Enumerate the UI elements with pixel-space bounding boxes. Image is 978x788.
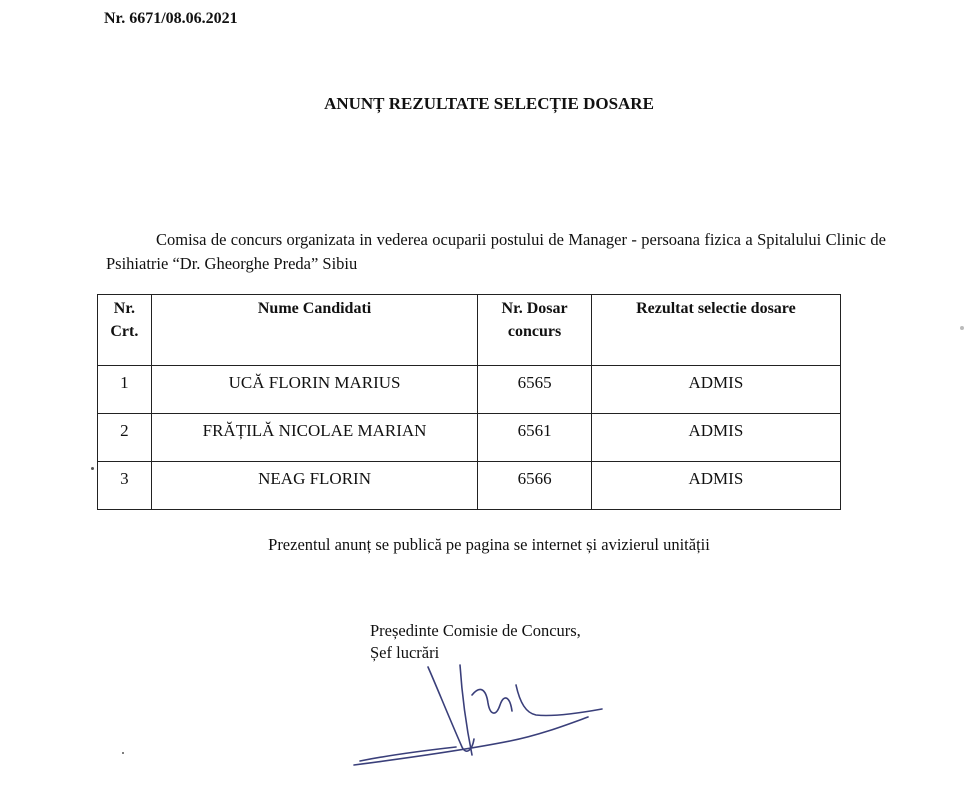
cell-dosar: 6565 bbox=[478, 366, 591, 414]
cell-nr: 2 bbox=[98, 414, 152, 462]
cell-result: ADMIS bbox=[591, 414, 840, 462]
cell-name: UCĂ FLORIN MARIUS bbox=[151, 366, 478, 414]
header-nr-line1: Nr. bbox=[113, 300, 135, 317]
scan-speck bbox=[91, 467, 94, 470]
table-header-row bbox=[98, 295, 841, 366]
signer-title: Șef lucrări bbox=[370, 643, 440, 662]
header-dosar-line2: concurs bbox=[507, 323, 562, 340]
handwritten-signature bbox=[340, 655, 620, 775]
header-result: Rezultat selectie dosare bbox=[591, 295, 840, 366]
cell-nr: 1 bbox=[98, 366, 152, 414]
cell-dosar: 6566 bbox=[478, 462, 591, 510]
cell-name: NEAG FLORIN bbox=[151, 462, 478, 510]
document-number: Nr. 6671/08.06.2021 bbox=[104, 10, 238, 27]
header-nr-line2: Crt. bbox=[110, 323, 139, 340]
cell-result: ADMIS bbox=[591, 462, 840, 510]
table-row bbox=[98, 414, 841, 462]
footer-note: Prezentul anunț se publică pe pagina se internet și avizierul unității bbox=[268, 535, 710, 554]
header-nr-crt bbox=[98, 295, 152, 366]
document-title: ANUNȚ REZULTATE SELECȚIE DOSARE bbox=[324, 94, 654, 113]
table-row bbox=[98, 462, 841, 510]
header-dosar bbox=[478, 295, 591, 366]
cell-dosar: 6561 bbox=[478, 414, 591, 462]
intro-paragraph: Comisa de concurs organizata in vederea ocuparii postului de Manager - persoana fizica a Spitalului Clinic de Psihiatrie “Dr. Gheorghe Preda” Sibiu bbox=[106, 230, 886, 273]
scan-speck bbox=[122, 752, 124, 754]
table-row bbox=[98, 366, 841, 414]
header-name: Nume Candidati bbox=[151, 295, 478, 366]
cell-nr: 3 bbox=[98, 462, 152, 510]
signer-role: Președinte Comisie de Concurs, bbox=[370, 621, 581, 640]
cell-result: ADMIS bbox=[591, 366, 840, 414]
header-dosar-line1: Nr. Dosar bbox=[501, 300, 568, 317]
scan-speck bbox=[960, 326, 964, 330]
cell-name: FRĂȚILĂ NICOLAE MARIAN bbox=[151, 414, 478, 462]
results-table bbox=[97, 294, 841, 510]
